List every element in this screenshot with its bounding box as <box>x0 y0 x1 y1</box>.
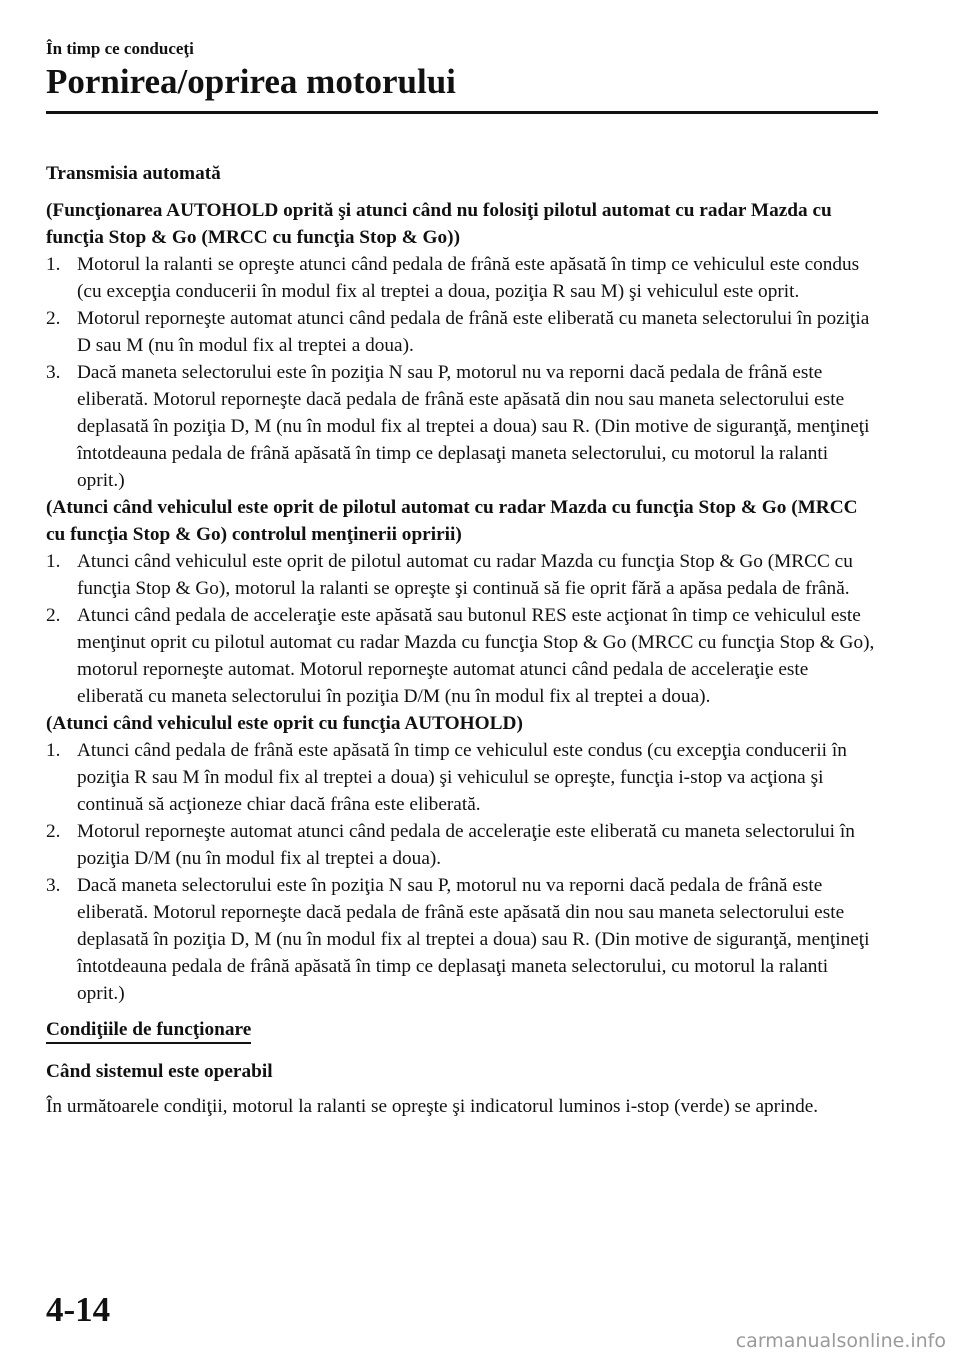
item-number: 3. <box>46 362 61 383</box>
item-number: 2. <box>46 821 61 842</box>
page-header <box>46 38 878 104</box>
list-item <box>46 818 878 872</box>
block3-list <box>46 737 878 1007</box>
header-rule <box>46 111 878 114</box>
block1-title: (Funcţionarea AUTOHOLD oprită şi atunci când nu folosiţi pilotul automat cu radar Mazda cu funcţia Stop & Go (MRCC cu funcţia Stop & Go)) <box>46 200 832 248</box>
block2-title: (Atunci când vehiculul este oprit de pilotul automat cu radar Mazda cu funcţia Stop & Go (MRCC cu funcţia Stop & Go) controlul menţinerii opririi) <box>46 497 858 545</box>
item-text: Motorul reporneşte automat atunci când pedala de acceleraţie este eliberată cu maneta selectorului în poziţia D/M (nu în modul fix al treptei a doua). <box>77 821 855 869</box>
list-item <box>46 359 878 494</box>
list-item <box>46 305 878 359</box>
block2-list <box>46 548 878 710</box>
section-heading: Transmisia automată <box>46 163 221 184</box>
item-number: 2. <box>46 605 61 626</box>
list-item <box>46 548 878 602</box>
list-item <box>46 602 878 710</box>
list-item <box>46 737 878 818</box>
item-text: Atunci când pedala de acceleraţie este apăsată sau butonul RES este acţionat în timp ce vehiculul este menţinut oprit cu pilotul automat cu radar Mazda cu funcţia Stop & Go (MRCC cu funcţia Stop & Go), motorul reporneşte automat. Motorul reporneşte automat atunci când pedala de acceleraţie este eliberată cu maneta selectorului în poziţia D/M (nu în modul fix al treptei a doua). <box>77 605 875 707</box>
item-number: 1. <box>46 551 61 572</box>
item-number: 2. <box>46 308 61 329</box>
list-item <box>46 251 878 305</box>
item-text: Motorul reporneşte automat atunci când pedala de frână este eliberată cu maneta selectorului în poziţia D sau M (nu în modul fix al treptei a doua). <box>77 308 870 356</box>
item-number: 1. <box>46 740 61 761</box>
main-content <box>46 160 878 1120</box>
item-text: Dacă maneta selectorului este în poziţia N sau P, motorul nu va reporni dacă pedala de frână este eliberată. Motorul reporneşte dacă pedala de frână este apăsată din nou sau maneta selectorului este deplasată în poziţia D, M (nu în modul fix al treptei a doua) sau R. (Din motive de siguranţă, menţineţi întotdeauna pedala de frână apăsată în timp ce deplasaţi maneta selectorului, cu motorul la ralanti oprit.) <box>77 362 870 491</box>
section-label: În timp ce conduceţi <box>46 39 194 58</box>
list-item <box>46 872 878 1007</box>
conditions-heading: Condiţiile de funcţionare <box>46 1017 251 1044</box>
final-paragraph: În următoarele condiţii, motorul la ralanti se opreşte şi indicatorul luminos i-stop (verde) se aprinde. <box>46 1096 819 1117</box>
watermark: carmanualsonline.info <box>735 1330 946 1352</box>
item-text: Atunci când pedala de frână este apăsată în timp ce vehiculul este condus (cu excepţia conducerii în poziţia R sau M în modul fix al treptei a doua) şi vehiculul se opreşte, funcţia i-stop va acţiona şi continuă să acţioneze chiar dacă frâna este eliberată. <box>77 740 847 815</box>
item-number: 3. <box>46 875 61 896</box>
item-text: Dacă maneta selectorului este în poziţia N sau P, motorul nu va reporni dacă pedala de frână este eliberată. Motorul reporneşte dacă pedala de frână este apăsată din nou sau maneta selectorului este deplasată în poziţia D, M (nu în modul fix al treptei a doua) sau R. (Din motive de siguranţă, menţineţi întotdeauna pedala de frână apăsată în timp ce deplasaţi maneta selectorului, cu motorul la ralanti oprit.) <box>77 875 870 1004</box>
item-number: 1. <box>46 254 61 275</box>
item-text: Atunci când vehiculul este oprit de pilotul automat cu radar Mazda cu funcţia Stop & Go (MRCC cu funcţia Stop & Go), motorul la ralanti se opreşte şi continuă să fie oprit fără a apăsa pedala de frână. <box>77 551 853 599</box>
operable-subheading: Când sistemul este operabil <box>46 1061 273 1082</box>
page-number: 4-14 <box>46 1290 111 1329</box>
block3-title: (Atunci când vehiculul este oprit cu funcţia AUTOHOLD) <box>46 713 523 734</box>
item-text: Motorul la ralanti se opreşte atunci când pedala de frână este apăsată în timp ce vehiculul este condus (cu excepţia conducerii în modul fix al treptei a doua, poziţia R sau M) şi vehiculul este oprit. <box>77 254 860 302</box>
page-title: Pornirea/oprirea motorului <box>46 62 456 101</box>
block1-list <box>46 251 878 494</box>
